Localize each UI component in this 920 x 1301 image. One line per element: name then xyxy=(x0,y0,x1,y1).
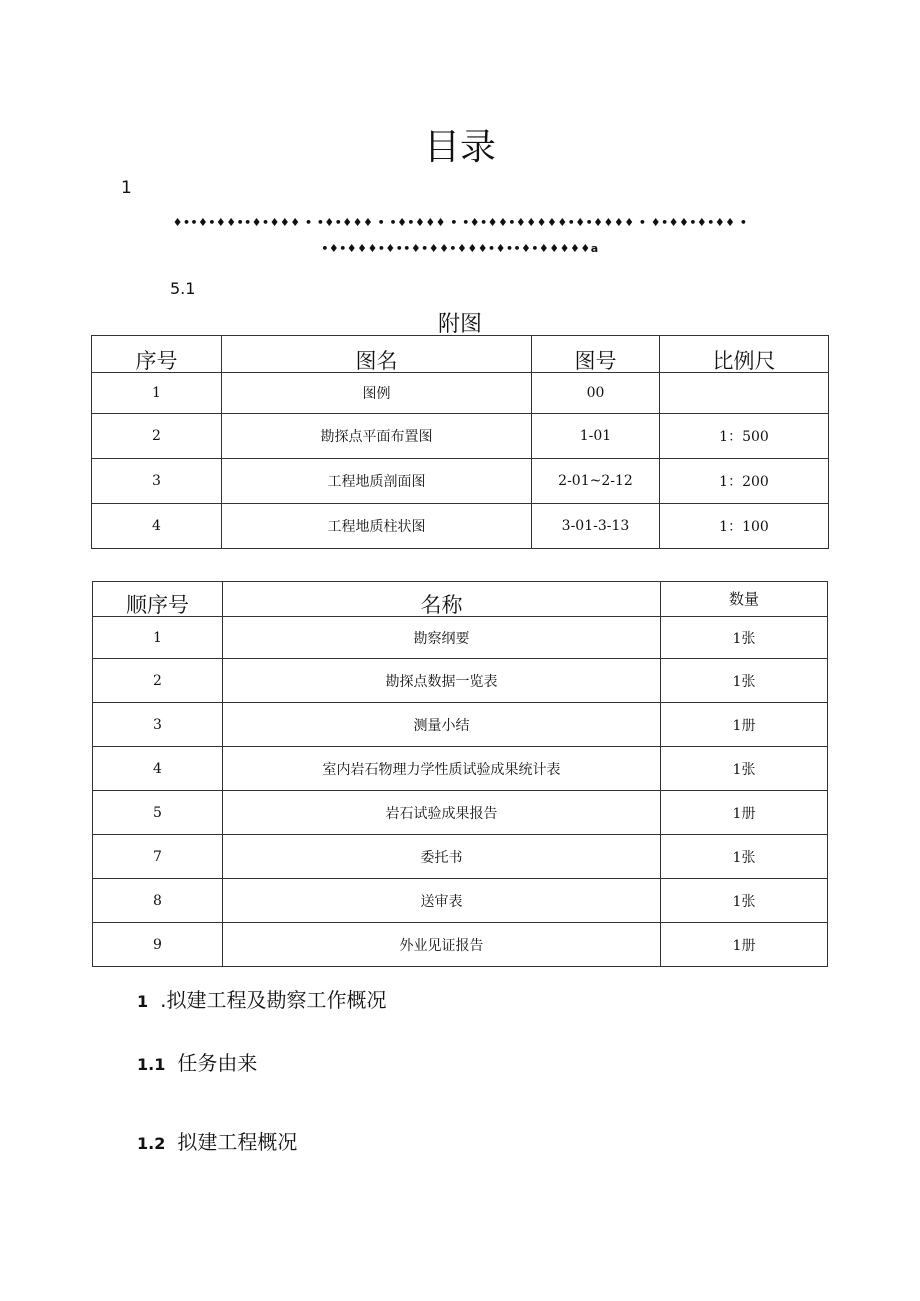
cell-quantity: 1张 xyxy=(661,835,828,879)
table-row xyxy=(93,879,828,923)
cell-name: 岩石试验成果报告 xyxy=(223,791,661,835)
header-name: 名称 xyxy=(223,582,661,617)
heading-1-number: 1 xyxy=(137,992,149,1011)
page-title: 目录 xyxy=(423,127,496,168)
attachments-table xyxy=(92,581,828,967)
cell-order-number: 5 xyxy=(93,791,223,835)
cell-scale: 1：200 xyxy=(660,459,829,504)
cell-order-number: 9 xyxy=(93,923,223,967)
header-order-number: 顺序号 xyxy=(93,582,223,617)
heading-1-1 xyxy=(137,1047,257,1076)
cell-quantity: 1张 xyxy=(661,747,828,791)
cell-figure-number: 2-01~2-12 xyxy=(532,459,660,504)
cell-order-number: 8 xyxy=(93,879,223,923)
heading-1-text: .拟建工程及勘察工作概况 xyxy=(160,988,387,1012)
table-row xyxy=(93,617,828,659)
cell-quantity: 1张 xyxy=(661,879,828,923)
cell-serial: 2 xyxy=(92,414,222,459)
cell-serial: 1 xyxy=(92,373,222,414)
table-row xyxy=(93,835,828,879)
cell-figure-name: 图例 xyxy=(222,373,532,414)
cell-name: 测量小结 xyxy=(223,703,661,747)
attachments-table-header-row xyxy=(93,582,828,617)
figures-table-caption: 附图 xyxy=(437,312,482,337)
heading-1-2 xyxy=(137,1126,297,1155)
cell-name: 外业见证报告 xyxy=(223,923,661,967)
table-row xyxy=(92,373,829,414)
toc-garbled-line-2: •♦•♦♦♦•♦••♦•♦♦•♦♦♦•♦••♦•♦♦♦♦♦a xyxy=(321,242,599,255)
cell-scale: 1：500 xyxy=(660,414,829,459)
cell-figure-name: 工程地质柱状图 xyxy=(222,504,532,549)
cell-quantity: 1张 xyxy=(661,617,828,659)
cell-figure-name: 工程地质剖面图 xyxy=(222,459,532,504)
header-figure-name: 图名 xyxy=(222,336,532,373)
cell-name: 送审表 xyxy=(223,879,661,923)
cell-order-number: 7 xyxy=(93,835,223,879)
figures-table xyxy=(91,335,829,549)
cell-name: 委托书 xyxy=(223,835,661,879)
heading-1-1-number: 1.1 xyxy=(137,1055,166,1074)
cell-figure-number: 1-01 xyxy=(532,414,660,459)
section-number-5-1: 5.1 xyxy=(170,279,196,298)
cell-quantity: 1张 xyxy=(661,659,828,703)
cell-figure-number: 3-01-3-13 xyxy=(532,504,660,549)
toc-garbled-line-1: ♦••♦•♦♦••♦•♦♦♦ • •♦•♦♦♦ • •♦•♦♦♦ • •♦•♦♦•♦♦♦♦♦•♦•♦♦♦♦ • ♦•♦♦•♦•♦♦ • xyxy=(172,216,748,229)
header-figure-number: 图号 xyxy=(532,336,660,373)
cell-quantity: 1册 xyxy=(661,791,828,835)
cell-quantity: 1册 xyxy=(661,923,828,967)
header-serial: 序号 xyxy=(92,336,222,373)
cell-order-number: 1 xyxy=(93,617,223,659)
table-row xyxy=(93,703,828,747)
cell-serial: 3 xyxy=(92,459,222,504)
cell-serial: 4 xyxy=(92,504,222,549)
cell-name: 室内岩石物理力学性质试验成果统计表 xyxy=(223,747,661,791)
table-row xyxy=(93,791,828,835)
cell-order-number: 3 xyxy=(93,703,223,747)
toc-number: 1 xyxy=(121,178,132,198)
cell-order-number: 2 xyxy=(93,659,223,703)
table-row xyxy=(93,659,828,703)
cell-scale xyxy=(660,373,829,414)
cell-quantity: 1册 xyxy=(661,703,828,747)
cell-figure-name: 勘探点平面布置图 xyxy=(222,414,532,459)
header-scale: 比例尺 xyxy=(660,336,829,373)
heading-1-2-text: 拟建工程概况 xyxy=(177,1130,298,1154)
table-row xyxy=(93,923,828,967)
heading-1-1-text: 任务由来 xyxy=(177,1051,258,1075)
figures-table-header-row xyxy=(92,336,829,373)
table-row xyxy=(92,414,829,459)
header-quantity: 数量 xyxy=(661,582,828,617)
cell-scale: 1：100 xyxy=(660,504,829,549)
cell-figure-number: 00 xyxy=(532,373,660,414)
heading-1 xyxy=(137,984,387,1013)
cell-name: 勘察纲要 xyxy=(223,617,661,659)
heading-1-2-number: 1.2 xyxy=(137,1134,166,1153)
table-row xyxy=(92,459,829,504)
table-row xyxy=(92,504,829,549)
cell-name: 勘探点数据一览表 xyxy=(223,659,661,703)
table-row xyxy=(93,747,828,791)
cell-order-number: 4 xyxy=(93,747,223,791)
